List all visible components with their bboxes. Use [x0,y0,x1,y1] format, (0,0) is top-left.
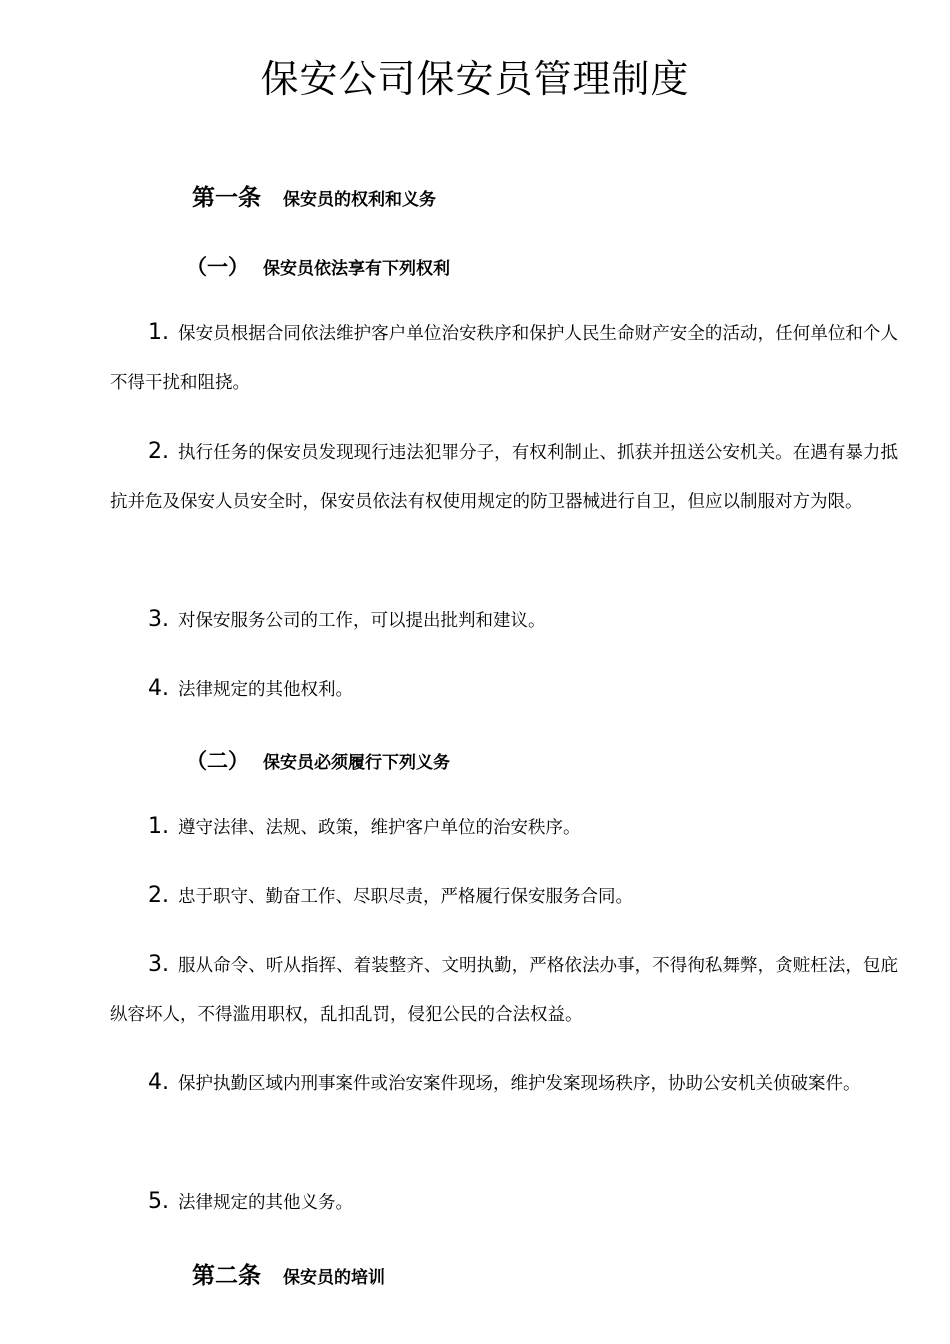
list-item [110,427,898,527]
item-number: 3. [148,952,169,977]
article-number: 第一条 [192,185,261,211]
item-text: 法律规定的其他权利。 [178,680,353,700]
item-number: 3. [148,607,169,632]
item-number: 5. [148,1189,169,1214]
article-title: 保安员的权利和义务 [283,190,436,210]
document-title: 保安公司保安员管理制度 [260,57,690,101]
section-number: （二） [186,749,249,773]
item-text: 法律规定的其他义务。 [178,1193,353,1213]
section-title: 保安员依法享有下列权利 [263,259,450,279]
item-text: 忠于职守、勤奋工作、尽职尽责，严格履行保安服务合同。 [178,887,633,907]
section-heading [186,251,450,281]
list-item [110,1058,898,1109]
item-number: 4. [148,676,169,701]
item-number: 2. [148,883,169,908]
item-number: 4. [148,1070,169,1095]
item-text: 保护执勤区域内刑事案件或治安案件现场，维护发案现场秩序，协助公安机关侦破案件。 [178,1074,861,1094]
section-heading [186,745,450,775]
list-item [110,308,898,408]
item-text: 服从命令、听从指挥、着装整齐、文明执勤，严格依法办事，不得徇私舞弊，贪赃枉法，包庇纵容坏人，不得滥用职权，乱扣乱罚，侵犯公民的合法权益。 [110,956,898,1025]
item-text: 对保安服务公司的工作，可以提出批判和建议。 [178,611,546,631]
item-text: 遵守法律、法规、政策，维护客户单位的治安秩序。 [178,818,581,838]
section-number: （一） [186,255,249,279]
item-number: 1. [148,320,169,345]
section-title: 保安员必须履行下列义务 [263,753,450,773]
list-item [110,595,898,646]
list-item [110,940,898,1040]
item-number: 1. [148,814,169,839]
item-text: 执行任务的保安员发现现行违法犯罪分子，有权利制止、抓获并扭送公安机关。在遇有暴力抵抗并危及保安人员安全时，保安员依法有权使用规定的防卫器械进行自卫，但应以制服对方为限。 [110,443,898,512]
list-item [110,871,898,922]
item-number: 2. [148,439,169,464]
list-item [110,802,898,853]
article-heading [192,179,436,212]
list-item [110,664,898,715]
article-title: 保安员的培训 [283,1268,385,1288]
item-text: 保安员根据合同依法维护客户单位治安秩序和保护人民生命财产安全的活动，任何单位和个人不得干扰和阻挠。 [110,324,898,393]
list-item [110,1177,898,1228]
article-heading [192,1257,385,1290]
article-number: 第二条 [192,1263,261,1289]
